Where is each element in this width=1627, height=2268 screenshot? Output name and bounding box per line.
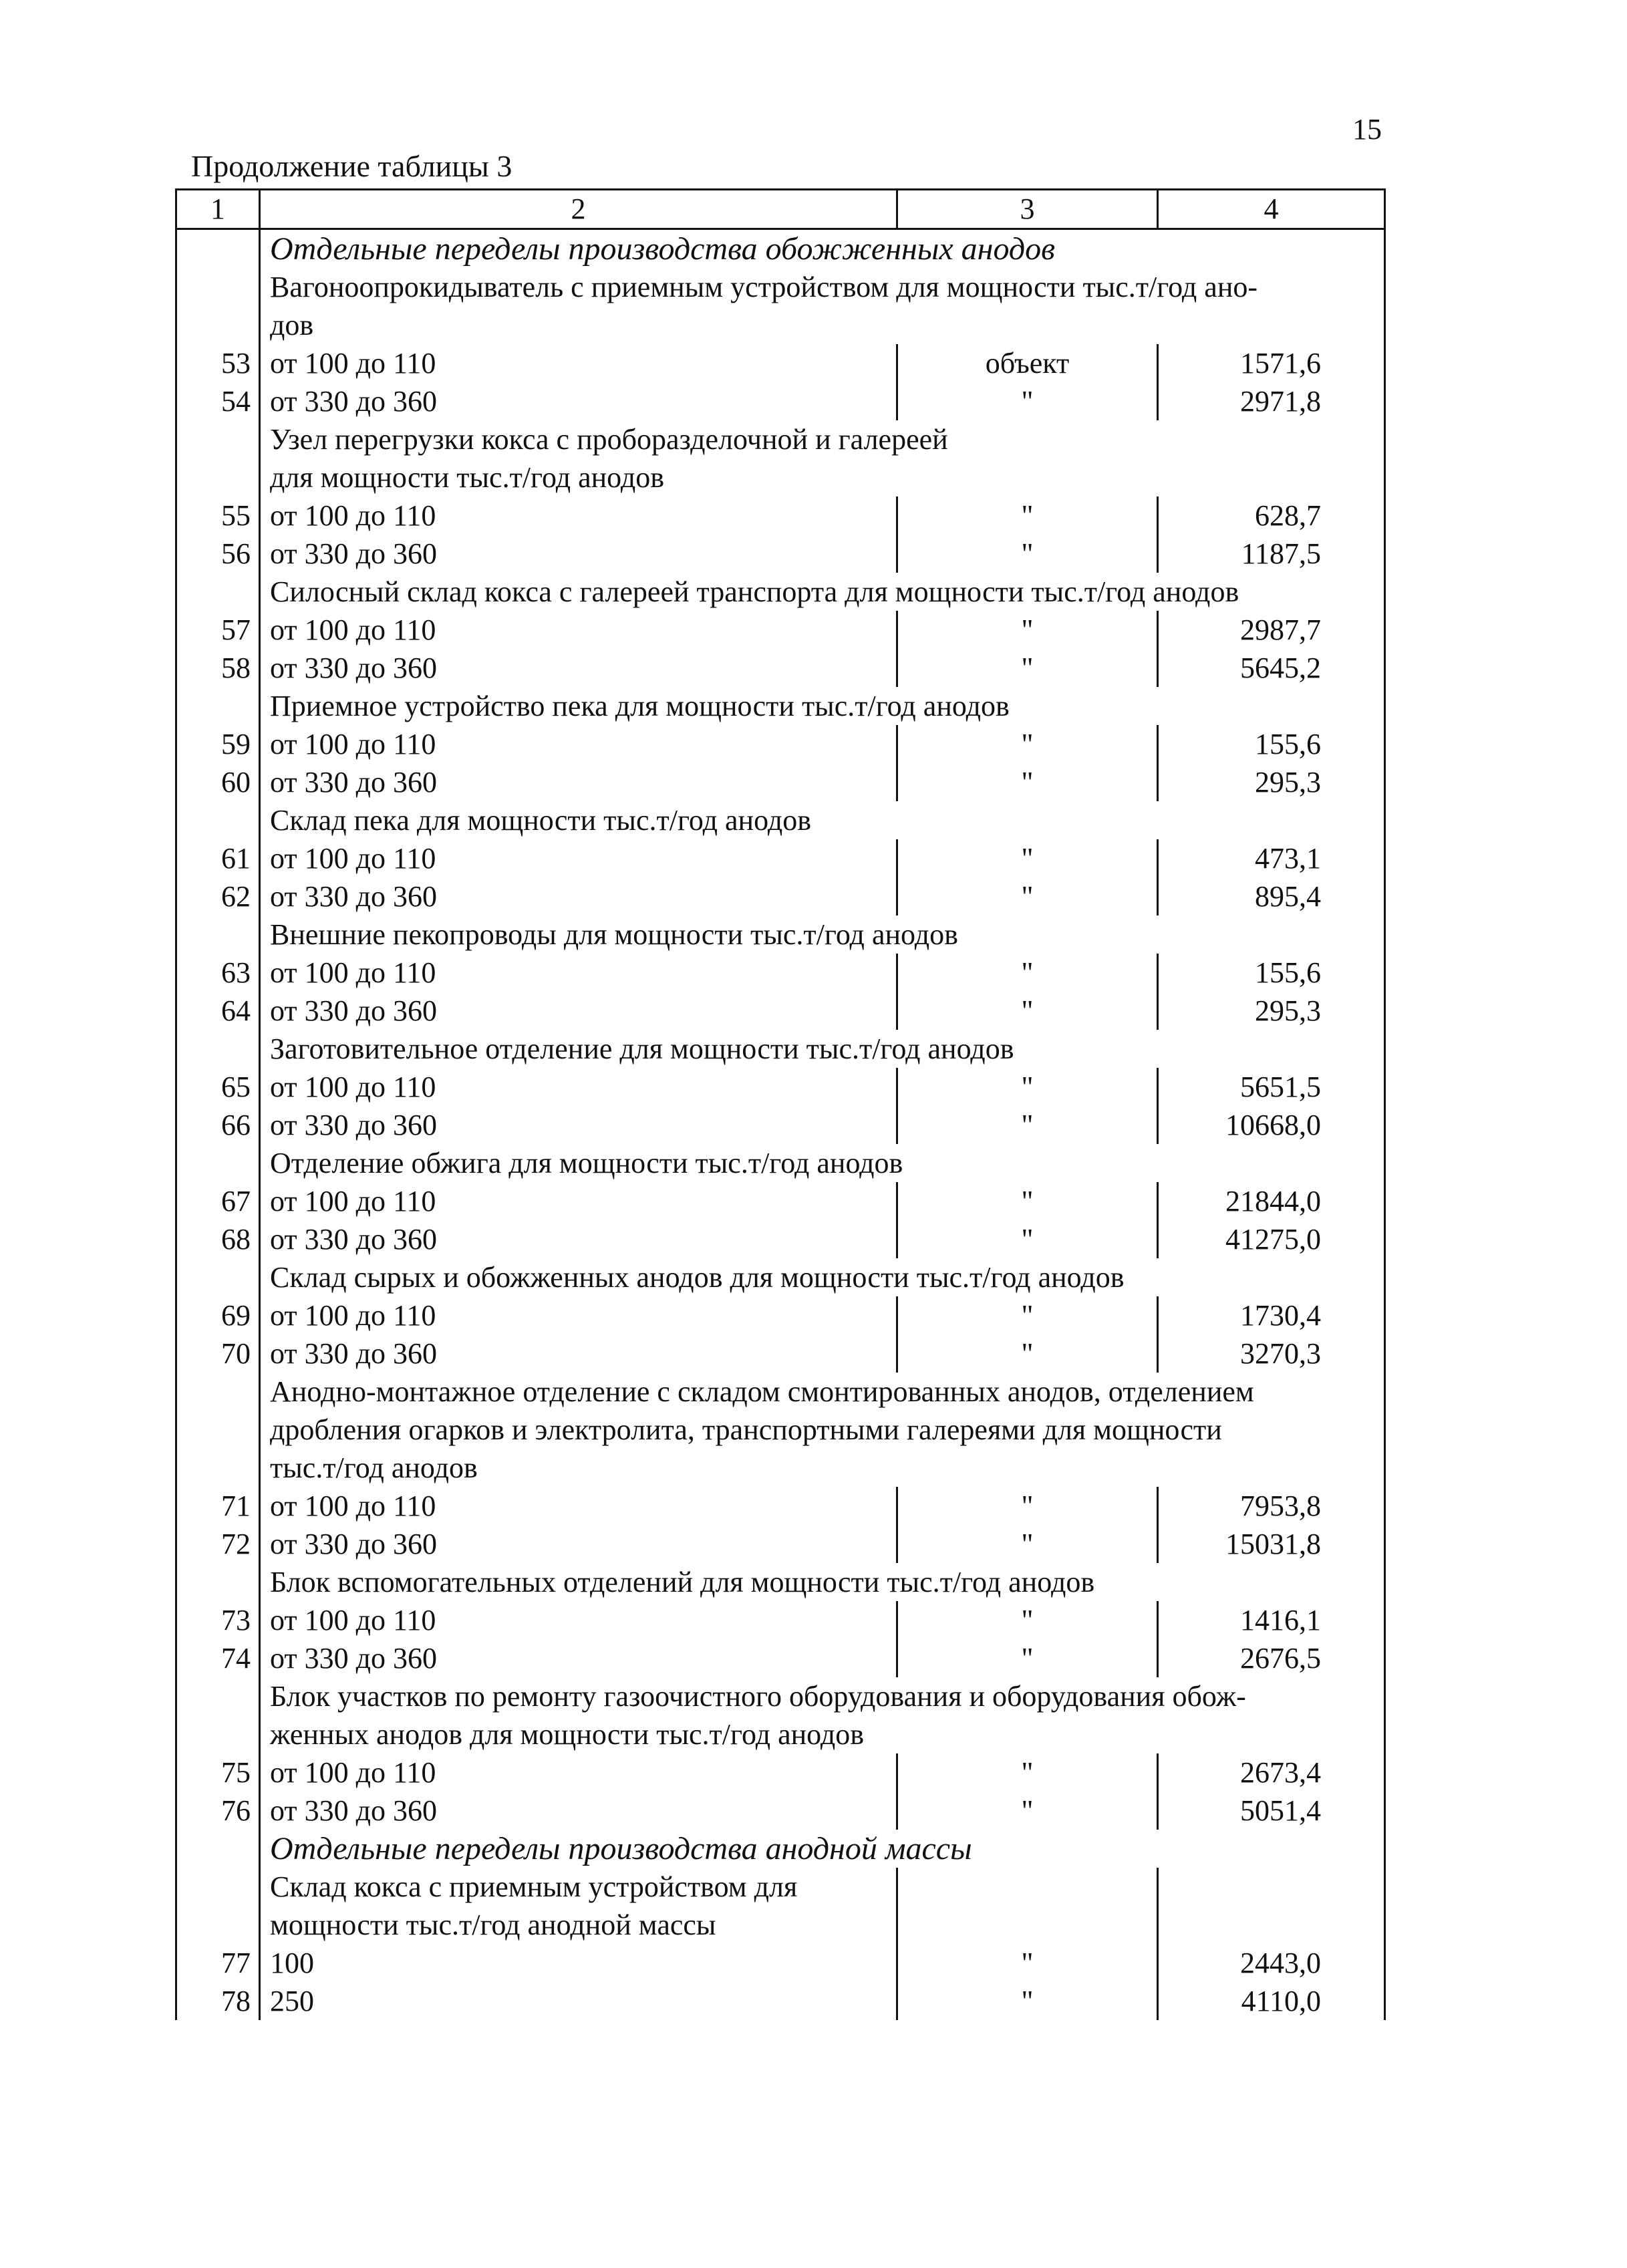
cost-value: 295,3 xyxy=(1157,763,1384,801)
header-col-2: 2 xyxy=(259,190,896,228)
section-title: Отдельные переделы производства обожженных анодов xyxy=(259,230,1384,268)
group-title: Заготовительное отделение для мощности тыс.т/год анодов xyxy=(259,1030,1384,1068)
cost-value: 15031,8 xyxy=(1157,1525,1384,1563)
capacity-range: от 330 до 360 xyxy=(259,1792,896,1830)
group-title: тыс.т/год анодов xyxy=(259,1449,1384,1487)
row-number: 73 xyxy=(221,1604,251,1637)
group-title-row xyxy=(177,1715,1384,1753)
table-caption: Продолжение таблицы 3 xyxy=(191,149,512,183)
row-number: 76 xyxy=(221,1794,251,1827)
empty-unit-cell xyxy=(896,1868,1157,1906)
capacity-range: от 330 до 360 xyxy=(259,1220,896,1258)
unit-cell: " xyxy=(896,877,1157,915)
group-title: женных анодов для мощности тыс.т/год анодов xyxy=(259,1715,1384,1753)
table-row xyxy=(177,1944,1384,1982)
group-title-row xyxy=(177,1373,1384,1411)
group-title-row xyxy=(177,306,1384,344)
cost-value: 2676,5 xyxy=(1157,1639,1384,1677)
capacity-range: от 100 до 110 xyxy=(259,1601,896,1639)
group-title: Силосный склад кокса с галереей транспорта для мощности тыс.т/год анодов xyxy=(259,573,1384,611)
group-title: Внешние пекопроводы для мощности тыс.т/год анодов xyxy=(259,915,1384,954)
group-title-row xyxy=(177,1030,1384,1068)
table-row xyxy=(177,1068,1384,1106)
row-number: 78 xyxy=(221,1985,251,2017)
group-title: дробления огарков и электролита, транспортными галереями для мощности xyxy=(259,1411,1384,1449)
unit-cell: " xyxy=(896,725,1157,763)
table-body xyxy=(177,230,1384,2020)
unit-cell: " xyxy=(896,1296,1157,1334)
table-row xyxy=(177,649,1384,687)
unit-cell: " xyxy=(896,1525,1157,1563)
capacity-range: 250 xyxy=(259,1982,896,2020)
group-title: Блок вспомогательных отделений для мощности тыс.т/год анодов xyxy=(259,1563,1384,1601)
row-number: 66 xyxy=(221,1109,251,1141)
group-title-row xyxy=(177,1563,1384,1601)
table-row xyxy=(177,954,1384,992)
unit-cell: " xyxy=(896,1639,1157,1677)
group-title-row xyxy=(177,1258,1384,1296)
section-title: Отдельные переделы производства анодной массы xyxy=(259,1830,1384,1868)
cost-value: 295,3 xyxy=(1157,992,1384,1030)
unit-cell: " xyxy=(896,1487,1157,1525)
empty-value-cell xyxy=(1157,1906,1384,1944)
table-row xyxy=(177,1220,1384,1258)
row-number: 55 xyxy=(221,499,251,532)
row-number: 63 xyxy=(221,956,251,989)
header-col-4: 4 xyxy=(1157,190,1384,228)
cost-value: 2443,0 xyxy=(1157,1944,1384,1982)
table-row xyxy=(177,535,1384,573)
capacity-range: от 330 до 360 xyxy=(259,382,896,420)
capacity-range: от 330 до 360 xyxy=(259,763,896,801)
row-number: 74 xyxy=(221,1642,251,1675)
table-row xyxy=(177,839,1384,877)
group-title-row xyxy=(177,1906,1384,1944)
unit-cell: " xyxy=(896,382,1157,420)
group-title: Узел перегрузки кокса с проборазделочной и галереей xyxy=(259,420,1384,458)
cost-value: 7953,8 xyxy=(1157,1487,1384,1525)
group-title: Анодно-монтажное отделение с складом смонтированных анодов, отделением xyxy=(259,1373,1384,1411)
row-number: 65 xyxy=(221,1071,251,1103)
unit-cell: " xyxy=(896,1068,1157,1106)
group-title-row xyxy=(177,573,1384,611)
cost-value: 5051,4 xyxy=(1157,1792,1384,1830)
group-title: для мощности тыс.т/год анодов xyxy=(259,458,1384,497)
unit-cell: " xyxy=(896,1982,1157,2020)
group-title-row xyxy=(177,687,1384,725)
row-number: 71 xyxy=(221,1490,251,1522)
group-title: Склад сырых и обожженных анодов для мощности тыс.т/год анодов xyxy=(259,1258,1384,1296)
cost-value: 473,1 xyxy=(1157,839,1384,877)
table-row xyxy=(177,1182,1384,1220)
empty-value-cell xyxy=(1157,1868,1384,1906)
table-row xyxy=(177,1792,1384,1830)
unit-cell: " xyxy=(896,763,1157,801)
cost-value: 1571,6 xyxy=(1157,344,1384,382)
capacity-range: от 330 до 360 xyxy=(259,649,896,687)
table-row xyxy=(177,1487,1384,1525)
unit-cell: " xyxy=(896,992,1157,1030)
table-row xyxy=(177,1753,1384,1792)
row-number: 53 xyxy=(221,347,251,380)
cost-value: 2971,8 xyxy=(1157,382,1384,420)
table-row xyxy=(177,1334,1384,1373)
table-row xyxy=(177,1296,1384,1334)
cost-value: 155,6 xyxy=(1157,954,1384,992)
section-row xyxy=(177,230,1384,268)
capacity-range: от 330 до 360 xyxy=(259,1525,896,1563)
table-row xyxy=(177,1639,1384,1677)
unit-cell: " xyxy=(896,839,1157,877)
unit-cell: " xyxy=(896,1601,1157,1639)
table-row xyxy=(177,877,1384,915)
capacity-range: от 330 до 360 xyxy=(259,1639,896,1677)
cost-value: 10668,0 xyxy=(1157,1106,1384,1144)
capacity-range: от 100 до 110 xyxy=(259,611,896,649)
unit-cell: " xyxy=(896,611,1157,649)
unit-cell: " xyxy=(896,1334,1157,1373)
unit-cell: " xyxy=(896,1220,1157,1258)
capacity-range: от 330 до 360 xyxy=(259,535,896,573)
unit-cell: " xyxy=(896,1182,1157,1220)
capacity-range: от 330 до 360 xyxy=(259,1334,896,1373)
group-title: Отделение обжига для мощности тыс.т/год анодов xyxy=(259,1144,1384,1182)
group-title-row xyxy=(177,915,1384,954)
capacity-range: от 100 до 110 xyxy=(259,954,896,992)
table-row xyxy=(177,497,1384,535)
group-title: мощности тыс.т/год анодной массы xyxy=(259,1906,896,1944)
row-number: 58 xyxy=(221,652,251,684)
table-row xyxy=(177,1982,1384,2020)
cost-value: 5651,5 xyxy=(1157,1068,1384,1106)
table-row xyxy=(177,611,1384,649)
capacity-range: от 100 до 110 xyxy=(259,344,896,382)
row-number: 59 xyxy=(221,728,251,760)
row-number: 64 xyxy=(221,994,251,1027)
capacity-range: от 330 до 360 xyxy=(259,877,896,915)
cost-value: 2987,7 xyxy=(1157,611,1384,649)
cost-value: 628,7 xyxy=(1157,497,1384,535)
cost-value: 3270,3 xyxy=(1157,1334,1384,1373)
group-title: Блок участков по ремонту газоочистного оборудования и оборудования обож- xyxy=(259,1677,1384,1715)
row-number: 61 xyxy=(221,842,251,875)
cost-value: 4110,0 xyxy=(1157,1982,1384,2020)
cost-table xyxy=(175,188,1386,2020)
capacity-range: от 100 до 110 xyxy=(259,497,896,535)
unit-cell: " xyxy=(896,497,1157,535)
cost-value: 895,4 xyxy=(1157,877,1384,915)
group-title-row xyxy=(177,420,1384,458)
empty-unit-cell xyxy=(896,1906,1157,1944)
row-number: 70 xyxy=(221,1337,251,1370)
table-row xyxy=(177,1525,1384,1563)
row-number: 56 xyxy=(221,537,251,570)
table-row xyxy=(177,725,1384,763)
cost-value: 1416,1 xyxy=(1157,1601,1384,1639)
row-number: 69 xyxy=(221,1299,251,1332)
row-number: 62 xyxy=(221,880,251,913)
group-title-row xyxy=(177,1411,1384,1449)
capacity-range: от 100 до 110 xyxy=(259,1182,896,1220)
header-col-1: 1 xyxy=(210,192,225,225)
capacity-range: от 100 до 110 xyxy=(259,839,896,877)
row-number: 75 xyxy=(221,1756,251,1789)
cost-value: 155,6 xyxy=(1157,725,1384,763)
row-number: 77 xyxy=(221,1947,251,1979)
group-title: дов xyxy=(259,306,1384,344)
group-title-row xyxy=(177,1868,1384,1906)
row-number: 67 xyxy=(221,1185,251,1218)
cost-value: 2673,4 xyxy=(1157,1753,1384,1792)
cost-value: 1730,4 xyxy=(1157,1296,1384,1334)
cost-value: 41275,0 xyxy=(1157,1220,1384,1258)
row-number: 60 xyxy=(221,766,251,799)
capacity-range: от 330 до 360 xyxy=(259,1106,896,1144)
section-row xyxy=(177,1830,1384,1868)
capacity-range: 100 xyxy=(259,1944,896,1982)
group-title-row xyxy=(177,458,1384,497)
table-row xyxy=(177,382,1384,420)
capacity-range: от 100 до 110 xyxy=(259,1753,896,1792)
cost-value: 5645,2 xyxy=(1157,649,1384,687)
group-title-row xyxy=(177,1144,1384,1182)
table-row xyxy=(177,1601,1384,1639)
table-row xyxy=(177,992,1384,1030)
group-title: Вагоноопрокидыватель с приемным устройством для мощности тыс.т/год ано- xyxy=(259,268,1384,306)
group-title: Склад пека для мощности тыс.т/год анодов xyxy=(259,801,1384,839)
unit-cell: " xyxy=(896,649,1157,687)
unit-cell: объект xyxy=(896,344,1157,382)
capacity-range: от 100 до 110 xyxy=(259,1487,896,1525)
unit-cell: " xyxy=(896,535,1157,573)
group-title-row xyxy=(177,268,1384,306)
row-number: 68 xyxy=(221,1223,251,1256)
group-title-row xyxy=(177,1677,1384,1715)
header-col-3: 3 xyxy=(896,190,1157,228)
row-number: 57 xyxy=(221,613,251,646)
capacity-range: от 100 до 110 xyxy=(259,725,896,763)
unit-cell: " xyxy=(896,1944,1157,1982)
table-row xyxy=(177,1106,1384,1144)
unit-cell: " xyxy=(896,954,1157,992)
group-title: Приемное устройство пека для мощности тыс.т/год анодов xyxy=(259,687,1384,725)
table-row xyxy=(177,763,1384,801)
unit-cell: " xyxy=(896,1106,1157,1144)
unit-cell: " xyxy=(896,1753,1157,1792)
cost-value: 21844,0 xyxy=(1157,1182,1384,1220)
row-number: 54 xyxy=(221,385,251,418)
row-number: 72 xyxy=(221,1528,251,1560)
group-title-row xyxy=(177,801,1384,839)
table-row xyxy=(177,344,1384,382)
page-number: 15 xyxy=(1352,113,1382,146)
capacity-range: от 330 до 360 xyxy=(259,992,896,1030)
unit-cell: " xyxy=(896,1792,1157,1830)
capacity-range: от 100 до 110 xyxy=(259,1068,896,1106)
capacity-range: от 100 до 110 xyxy=(259,1296,896,1334)
group-title-row xyxy=(177,1449,1384,1487)
group-title: Склад кокса с приемным устройством для xyxy=(259,1868,896,1906)
table-header-row xyxy=(177,188,1384,230)
cost-value: 1187,5 xyxy=(1157,535,1384,573)
